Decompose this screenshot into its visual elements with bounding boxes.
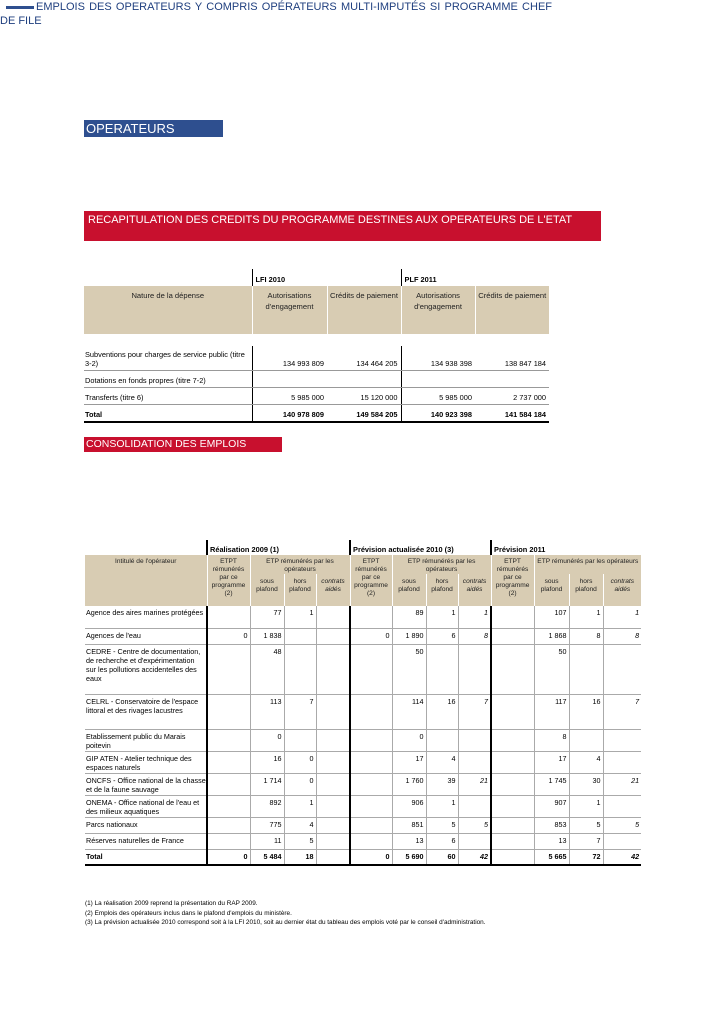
section-title-recapitulation: RECAPITULATION DES CREDITS DU PROGRAMME DESTINES AUX OPERATEURS DE L'ETAT [84,211,601,241]
table-row [85,817,641,833]
cell-value: 5 [458,817,491,833]
cell-value: 1 714 [250,773,284,795]
column-header-cp-2011: Crédits de paiement [475,286,549,334]
cell-value [207,644,250,694]
cell-value [284,644,316,694]
cell-value [316,817,350,833]
cell-value [316,694,350,729]
cell-value: 107 [534,606,569,628]
group-header-prevision-2011: Prévision 2011 [491,540,641,555]
cell-value: 134 938 398 [401,346,475,371]
cell-value: 1 [284,795,316,817]
cell-value: 8 [603,628,641,644]
footnote: (1) La réalisation 2009 reprend la présentation du RAP 2009. [85,900,258,907]
row-label: Agences de l'eau [85,628,207,644]
footnote: (2) Emplois des opérateurs inclus dans le plafond d'emplois du ministère. [85,909,292,917]
cell-value [603,644,641,694]
cell-value: 7 [458,694,491,729]
cell-value [426,729,458,751]
row-label: CEDRE - Centre de documentation, de recherche et d'expérimentation sur les pollutions accidentelles des eaux [85,644,207,694]
cell-value: 8 [569,628,603,644]
cell-value [491,644,534,694]
cell-value: 2 737 000 [475,388,549,405]
column-header-hors-plafond: hors plafond [284,574,316,606]
cell-value: 5 484 [250,849,284,865]
footnotes [85,899,645,928]
table-row [85,729,641,751]
cell-value [458,644,491,694]
cell-value [458,795,491,817]
cell-value [491,729,534,751]
cell-value: 77 [250,606,284,628]
row-label: Parcs nationaux [85,817,207,833]
cell-value [350,833,392,849]
table-row [85,833,641,849]
table-row-total [84,405,549,423]
cell-value: 0 [250,729,284,751]
cell-value [491,751,534,773]
column-header-etpt: ETPT rémunérés par ce programme (2) [350,555,392,606]
cell-value: 50 [392,644,426,694]
cell-value [284,628,316,644]
table-row [85,773,641,795]
cell-value [316,751,350,773]
cell-value: 140 923 398 [401,405,475,423]
cell-value: 50 [534,644,569,694]
cell-value [327,371,401,388]
cell-value [350,729,392,751]
cell-value [350,773,392,795]
cell-value [207,773,250,795]
cell-value: 1 [569,795,603,817]
cell-value: 8 [534,729,569,751]
cell-value: 141 584 184 [475,405,549,423]
column-header-etpt: ETPT rémunérés par ce programme (2) [491,555,534,606]
column-header-contrats-aides: contrats aidés [316,574,350,606]
row-label: Etablissement public du Marais poitevin [85,729,207,751]
cell-value: 138 847 184 [475,346,549,371]
cell-value: 1 760 [392,773,426,795]
cell-value: 1 890 [392,628,426,644]
cell-value: 60 [426,849,458,865]
cell-value: 5 665 [534,849,569,865]
cell-value [350,644,392,694]
table-row [84,346,549,371]
table-row [84,371,549,388]
cell-value [603,751,641,773]
column-header-intitule: Intitulé de l'opérateur [85,555,207,606]
cell-value [426,644,458,694]
cell-value: 89 [392,606,426,628]
cell-value [603,795,641,817]
cell-value: 1 [458,606,491,628]
cell-value: 4 [284,817,316,833]
table-row [84,388,549,405]
cell-value: 5 [284,833,316,849]
cell-value [491,606,534,628]
footnote: (3) La prévision actualisée 2010 correspond soit à la LFI 2010, soit au dernier état du tableau des emplois voté par le conseil d'administration. [85,919,486,926]
cell-value: 1 868 [534,628,569,644]
column-header-ae-2010: Autorisations d'engagement [252,286,327,334]
title-marker [6,6,34,9]
cell-value: 853 [534,817,569,833]
cell-value: 907 [534,795,569,817]
cell-value: 17 [392,751,426,773]
cell-value: 6 [426,833,458,849]
group-header-realisation-2009: Réalisation 2009 (1) [207,540,350,555]
cell-value: 0 [350,849,392,865]
cell-value: 16 [569,694,603,729]
cell-value: 117 [534,694,569,729]
cell-value: 1 [569,606,603,628]
row-label: Réserves naturelles de France [85,833,207,849]
cell-value [284,729,316,751]
column-header-cp-2010: Crédits de paiement [327,286,401,334]
cell-value: 16 [250,751,284,773]
cell-value: 8 [458,628,491,644]
cell-value: 140 978 809 [252,405,327,423]
cell-value: 18 [284,849,316,865]
cell-value: 892 [250,795,284,817]
row-label: Total [84,405,252,423]
section-title-consolidation: CONSOLIDATION DES EMPLOIS [84,437,282,452]
cell-value: 4 [569,751,603,773]
cell-value: 4 [426,751,458,773]
cell-value: 0 [284,773,316,795]
emplois-table-body [85,606,641,865]
cell-value: 5 [603,817,641,833]
cell-value: 0 [350,628,392,644]
cell-value: 1 745 [534,773,569,795]
column-header-etp: ETP rémunérés par les opérateurs [250,555,350,574]
cell-value [316,849,350,865]
cell-value: 7 [569,833,603,849]
cell-value: 72 [569,849,603,865]
cell-value: 5 985 000 [401,388,475,405]
cell-value: 7 [284,694,316,729]
column-header-sous-plafond: sous plafond [250,574,284,606]
cell-value [316,606,350,628]
section-title-operateurs: OPERATEURS [84,120,223,137]
column-header-contrats-aides: contrats aidés [458,574,491,606]
cell-value: 1 [426,795,458,817]
column-header-contrats-aides: contrats aidés [603,574,641,606]
cell-value [350,606,392,628]
row-label: Total [85,849,207,865]
cell-value [316,795,350,817]
cell-value: 48 [250,644,284,694]
row-label: Subventions pour charges de service public (titre 3-2) [84,346,252,371]
column-header-hors-plafond: hors plafond [569,574,603,606]
table-row [85,628,641,644]
column-header-sous-plafond: sous plafond [534,574,569,606]
cell-value [350,817,392,833]
cell-value [491,849,534,865]
cell-value: 5 [426,817,458,833]
row-label: GIP ATEN - Atelier technique des espaces naturels [85,751,207,773]
table-row [85,795,641,817]
cell-value [207,817,250,833]
group-header-plf-2011: PLF 2011 [401,269,549,286]
cell-value: 11 [250,833,284,849]
cell-value: 5 [569,817,603,833]
row-label: CELRL - Conservatoire de l'espace littoral et des rivages lacustres [85,694,207,729]
credits-table [84,269,549,423]
cell-value: 21 [458,773,491,795]
column-header-etp: ETP rémunérés par les opérateurs [392,555,491,574]
cell-value: 17 [534,751,569,773]
cell-value [491,833,534,849]
column-header-etpt: ETPT rémunérés par ce programme (2) [207,555,250,606]
cell-value [350,751,392,773]
cell-value: 6 [426,628,458,644]
cell-value: 149 584 205 [327,405,401,423]
cell-value: 21 [603,773,641,795]
row-label: Agence des aires marines protégées [85,606,207,628]
cell-value: 7 [603,694,641,729]
table-row [85,606,641,628]
cell-value [252,371,327,388]
cell-value [569,644,603,694]
cell-value: 13 [392,833,426,849]
emplois-table [85,540,641,866]
cell-value: 1 [603,606,641,628]
subsection-title-emplois [0,0,552,28]
cell-value [458,729,491,751]
cell-value [603,729,641,751]
cell-value [316,833,350,849]
cell-value [569,729,603,751]
cell-value: 5 690 [392,849,426,865]
table-row-total [85,849,641,865]
cell-value [491,795,534,817]
group-header-prevision-2010: Prévision actualisée 2010 (3) [350,540,491,555]
table-row [85,644,641,694]
column-header-ae-2011: Autorisations d'engagement [401,286,475,334]
cell-value: 114 [392,694,426,729]
cell-value: 0 [207,628,250,644]
cell-value [475,371,549,388]
row-label: ONEMA - Office national de l'eau et des milieux aquatiques [85,795,207,817]
cell-value [316,729,350,751]
cell-value [350,795,392,817]
cell-value [491,773,534,795]
subsection-title-text: EMPLOIS DES OPERATEURS Y COMPRIS OPÉRATEURS MULTI-IMPUTÉS SI PROGRAMME CHEF DE FILE [0,1,552,27]
cell-value [207,606,250,628]
cell-value [207,795,250,817]
cell-value: 851 [392,817,426,833]
column-header-etp: ETP rémunérés par les opérateurs [534,555,641,574]
cell-value: 16 [426,694,458,729]
cell-value: 0 [284,751,316,773]
cell-value: 0 [392,729,426,751]
cell-value: 13 [534,833,569,849]
cell-value: 39 [426,773,458,795]
table-row [85,694,641,729]
cell-value [491,628,534,644]
cell-value: 42 [603,849,641,865]
cell-value: 113 [250,694,284,729]
cell-value [207,729,250,751]
cell-value [207,833,250,849]
cell-value [491,694,534,729]
cell-value [458,833,491,849]
row-label: ONCFS - Office national de la chasse et de la faune sauvage [85,773,207,795]
column-header-nature: Nature de la dépense [84,286,252,334]
cell-value: 1 838 [250,628,284,644]
cell-value: 0 [207,849,250,865]
cell-value [491,817,534,833]
cell-value [316,773,350,795]
cell-value [458,751,491,773]
table-row [85,751,641,773]
cell-value [316,628,350,644]
cell-value: 15 120 000 [327,388,401,405]
cell-value [603,833,641,849]
cell-value: 775 [250,817,284,833]
cell-value: 1 [426,606,458,628]
column-header-hors-plafond: hors plafond [426,574,458,606]
cell-value [207,694,250,729]
cell-value: 5 985 000 [252,388,327,405]
cell-value: 134 464 205 [327,346,401,371]
row-label: Transferts (titre 6) [84,388,252,405]
row-label: Dotations en fonds propres (titre 7-2) [84,371,252,388]
column-header-sous-plafond: sous plafond [392,574,426,606]
cell-value: 906 [392,795,426,817]
cell-value: 30 [569,773,603,795]
cell-value: 134 993 809 [252,346,327,371]
cell-value: 1 [284,606,316,628]
cell-value [401,371,475,388]
cell-value: 42 [458,849,491,865]
group-header-lfi-2010: LFI 2010 [252,269,401,286]
cell-value [350,694,392,729]
cell-value [316,644,350,694]
cell-value [207,751,250,773]
